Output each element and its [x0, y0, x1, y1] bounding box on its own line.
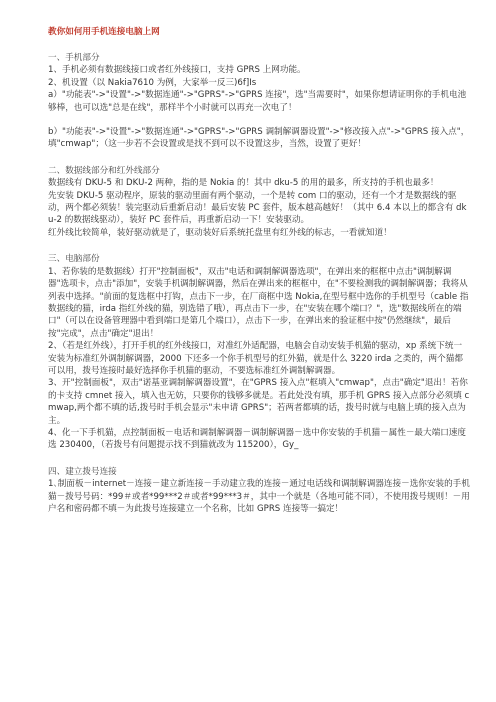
paragraph: b）"功能表"->"设置"->"数据连通"->"GPRS"->"GPRS 调制解调器设置"->"修改接入点"->"GPRS 接入点"，填"cmwap"；（这一步若不会设置或是找不到可以不设置这步，当然，设置了更好！: [48, 127, 470, 150]
document-title: 教你如何用手机连接电脑上网: [48, 27, 160, 37]
paragraph: 红外线比较简单，装好驱动就是了，驱动装好后系统托盘里有红外线的标志，一看就知道！: [48, 227, 392, 238]
blank-line: [48, 114, 470, 126]
section-phone: [48, 52, 470, 151]
paragraph: 4、化一下手机猫，点控制面板－电话和调制解调器－调制解调器－选中你安装的手机猫－属性－最大端口速度选 230400，（若拨号有问题提示找不到猫就改为 115200），Gy_: [48, 427, 466, 451]
paragraph: 1、手机必须有数据线接口或者红外线接口，支持 GPRS 上网功能。: [48, 65, 306, 76]
section-heading: 二、数据线部分和红外线部分: [48, 165, 160, 176]
paragraph: a）"功能表"->"设置"->"数据连通"->"GPRS"->"GPRS 连接"，选"当需要时"，如果你想请证明你的手机电池够棒，也可以选"总是在线"，那样半个小时就可以再充一次电了！: [48, 90, 467, 113]
paragraph: 先安装 DKU-5 驱动程序，原装的驱动里面有两个驱动，一个是转 com 口的驱动，还有一个才是数据线的驱动，两个都必须装！装完驱动后重新启动！最后安装 PC 套件，版本越高越好！（其中 6.4 本以上的都含有 dku-2 的数据线驱动），装好 PC 套件后，再重新启动一下！安装驱动。: [48, 190, 467, 226]
paragraph: 1、若你装的是数据线）打开"控制面板"，双击"电话和调制解调器选项"，在弹出来的框框中点击"调制解调器"选项卡，点击"添加"，安装手机调制解调器，然后在弹出来的框框中，在"不要检测我的调制解调器；我将从列表中选择。"前面的复选框中打钩，点击下一步，在厂商框中选 Nokia,在型号框中选你的手机型号（cable 指数据线的猫，irda 指红外线的猫，别选错了哦），再点击下一步，在"安装在哪个端口？"，选"数据线所在的端口"（可以在设备管理器中看到端口是第几个端口），点击下一步，在弹出来的验证框中按"仍然继续"，最后按"完成"，点击"确定"退出！: [48, 266, 469, 339]
section-heading: 四、建立拨号连接: [48, 466, 117, 477]
section-cable-infrared: [48, 165, 470, 239]
section-heading: 一、手机部分: [48, 53, 100, 63]
section-heading: 三、电脑部份: [48, 254, 100, 265]
paragraph: 数据线有 DKU-5 和 DKU-2 两种，指的是 Nokia 的！其中 dku-5 的用的最多，所支持的手机也最多！: [48, 178, 439, 189]
paragraph: 1､制面板－internet－连接－建立新连接－手动建立我的连接－通过电话线和调制解调器连接－选你安装的手机猫－拨号号码：*99＃或者*99***2＃或者*99***3＃，其中一个就是（各地可能不同），不使用拨号规则！－用户名和密码都不填－为此拨号连接建立一个名称，比如 GPRS 连接等一搞定！: [48, 479, 470, 514]
section-computer: [48, 253, 470, 452]
paragraph: 3、开"控制面板"，双击"诺基亚调制解调器设置"，在"GPRS 接入点"框填入"cmwap"，点击"确定"退出！若你的卡支持 cmnet 接入，填入也无妨，只要你的钱够多就是。若此处没有填，那手机 GPRS 接入点部分必须填 cmwap,两个都不填的话,拨号时手机会显示"未申请 GPRS"；若两者都填的话，拨号时就与电脑上填的接入点为主。: [48, 378, 470, 426]
section-dialup: [48, 466, 470, 516]
paragraph: 2、机设置（以 Nakia7610 为例，大家举一反三)6f]Is: [48, 77, 257, 88]
paragraph: 2、（若是红外线），打开手机的红外线接口，对准红外适配器，电脑会自动安装手机猫的驱动，xp 系统下统一安装为标准红外调制解调器，2000 下还多一个你手机型号的红外猫，就是什么 3220 irda 之类的，两个猫都可以用，拨号连接时最好选择你手机猫的驱动，不要选标准红外调制解调器。: [48, 341, 463, 376]
